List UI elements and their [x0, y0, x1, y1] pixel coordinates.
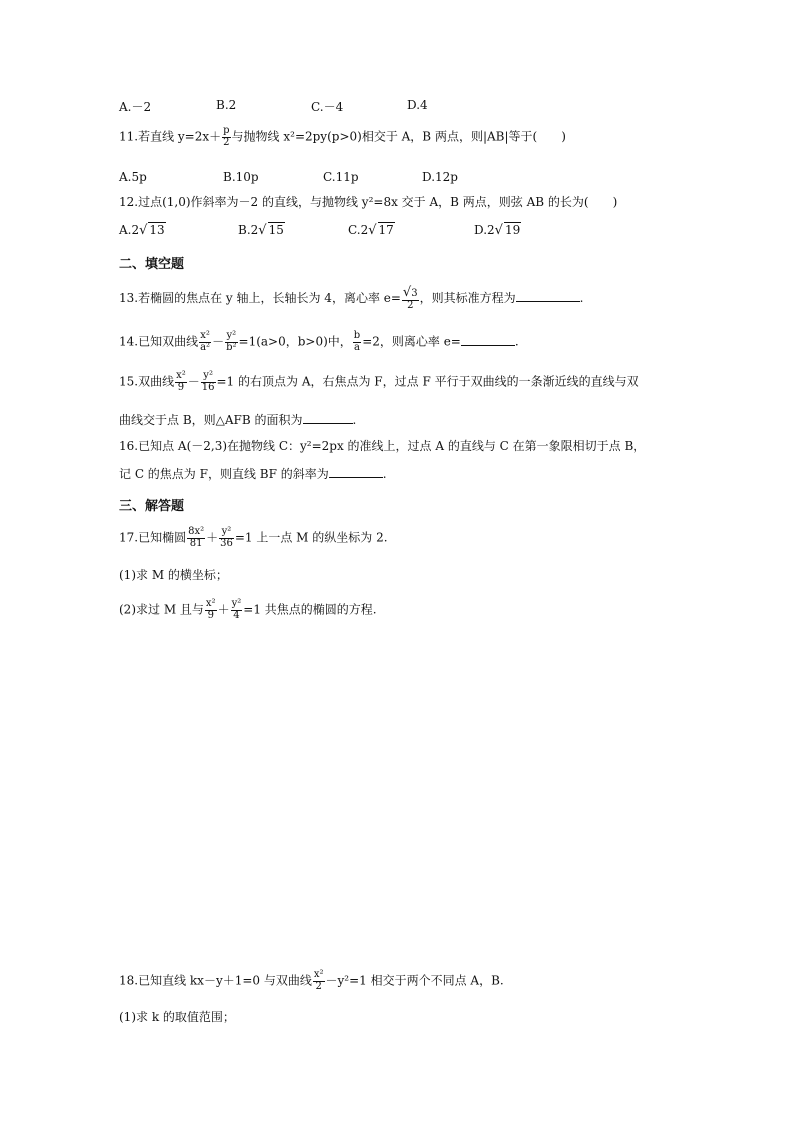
question-16-line2: 记 C 的焦点为 F，则直线 BF 的斜率为 . — [119, 467, 387, 481]
answer-blank[interactable] — [516, 291, 580, 302]
question-11: 11.若直线 y=2x＋ $\frac{p}{2}$ 与抛物线 x²=2py(p>0)相交于 A，B 两点，则|AB|等于( ) — [119, 125, 566, 148]
answer-blank[interactable] — [461, 335, 515, 346]
question-14: 14.已知双曲线 $\frac{\text{x²}}{\text{a²}}$ － $\frac{\text{y²}}{\text{b²}}$ =1(a>0，b>0)中， $\frac{b}{a}$ =2，则离心率 e= . — [119, 330, 519, 353]
q10-option-c: C.－4 — [311, 100, 344, 114]
question-18: 18.已知直线 kx－y＋1=0 与双曲线 $\frac{\text{x²}}{2}$ －y²=1 相交于两个不同点 A，B. — [119, 969, 504, 992]
q11-option-c: C.11p — [323, 170, 359, 184]
q12-option-b: B.2√ 15 — [238, 223, 284, 238]
question-17: 17.已知椭圆 $\frac{\text{8x²}}{81}$ ＋ $\frac{\text{y²}}{36}$ =1 上一点 M 的纵坐标为 2. — [119, 526, 388, 549]
q10-option-a: A.－2 — [119, 100, 152, 114]
question-17-part2: (2)求过 M 且与 $\frac{\text{x²}}{9}$ ＋ $\frac{\text{y²}}{4}$ =1 共焦点的椭圆的方程. — [119, 598, 377, 621]
sqrt-icon: √ — [494, 223, 503, 238]
q11-option-d: D.12p — [422, 170, 458, 184]
section-heading-answers: 三、解答题 — [119, 499, 185, 514]
q12-option-d: D.2√ 19 — [474, 223, 521, 238]
sqrt-icon: √ — [368, 223, 377, 238]
fraction-sqrt3-over-2: $\frac{√3}{2}$ — [402, 285, 418, 311]
q11-option-a: A.5p — [119, 170, 147, 184]
section-heading-fill-in: 二、填空题 — [119, 257, 185, 272]
question-15-line2: 曲线交于点 B，则△AFB 的面积为 . — [119, 413, 357, 427]
question-17-part1: (1)求 M 的横坐标； — [119, 568, 228, 582]
q12-option-c: C.2√ 17 — [348, 223, 394, 238]
sqrt-icon: √ — [402, 285, 412, 300]
q10-option-d: D.4 — [407, 98, 428, 112]
q12-option-a: A.2√ 13 — [119, 223, 165, 238]
answer-blank[interactable] — [303, 413, 353, 424]
sqrt-icon: √ — [139, 223, 148, 238]
q11-option-b: B.10p — [223, 170, 259, 184]
question-13: 13.若椭圆的焦点在 y 轴上，长轴长为 4，离心率 e= $\frac{√3}{2}$ ，则其标准方程为 . — [119, 285, 584, 311]
sqrt-icon: √ — [258, 223, 267, 238]
fraction-p-over-2: $\frac{p}{2}$ — [223, 125, 230, 148]
question-15: 15.双曲线 $\frac{\text{x²}}{9}$ － $\frac{\text{y²}}{16}$ =1 的右顶点为 A，右焦点为 F，过点 F 平行于双曲线的一条渐近线的直线与双 — [119, 370, 639, 393]
q10-option-b: B.2 — [216, 98, 237, 112]
question-18-part1: (1)求 k 的取值范围； — [119, 1010, 235, 1024]
answer-blank[interactable] — [329, 467, 383, 478]
question-12: 12.过点(1,0)作斜率为－2 的直线，与抛物线 y²=8x 交于 A，B 两点，则弦 AB 的长为( ) — [119, 195, 618, 209]
question-16: 16.已知点 A(－2,3)在抛物线 C：y²=2px 的准线上，过点 A 的直线与 C 在第一象限相切于点 B， — [119, 439, 646, 453]
